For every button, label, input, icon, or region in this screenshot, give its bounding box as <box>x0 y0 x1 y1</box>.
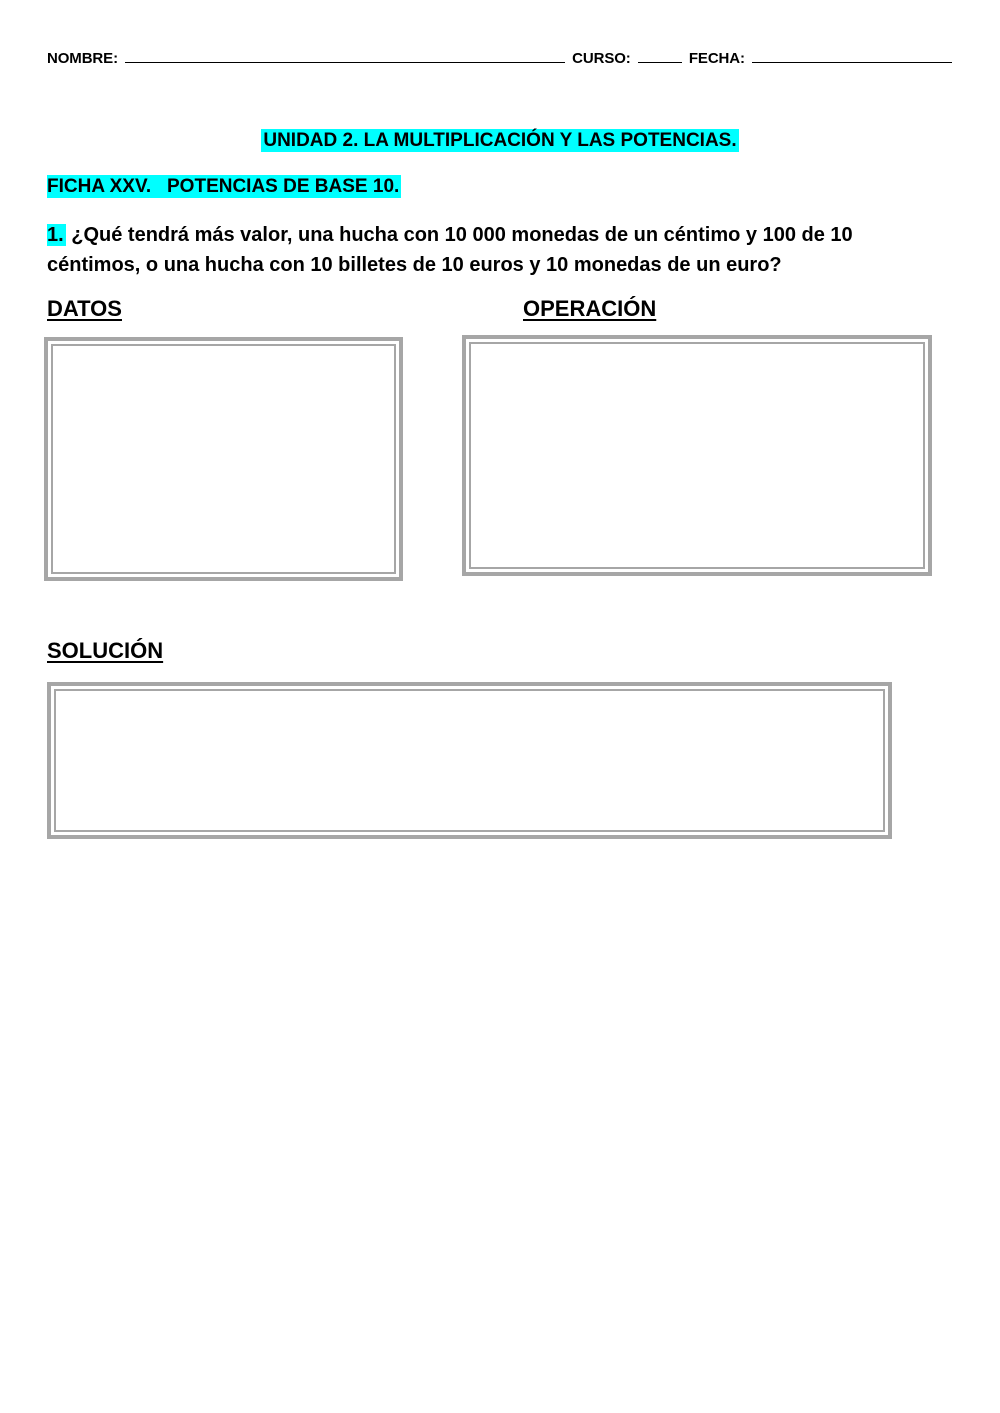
datos-answer-area[interactable] <box>51 344 396 574</box>
operacion-answer-box[interactable] <box>462 335 932 576</box>
solucion-answer-box[interactable] <box>47 682 892 839</box>
worksheet-title <box>47 176 401 198</box>
question-number: 1. <box>47 224 64 246</box>
operacion-heading: OPERACIÓN <box>523 296 657 321</box>
question-text: ¿Qué tendrá más valor, una hucha con 10 000 monedas de un céntimo y 100 de 10 céntimos, o una hucha con 10 billetes de 10 euros y 10 monedas de un euro? <box>47 224 853 276</box>
nombre-label: NOMBRE: <box>47 50 118 67</box>
solucion-heading: SOLUCIÓN <box>47 638 164 663</box>
worksheet-title-text: FICHA XXV. POTENCIAS DE BASE 10. <box>47 176 400 197</box>
curso-label: CURSO: <box>572 50 631 67</box>
unit-title-text: UNIDAD 2. LA MULTIPLICACIÓN Y LAS POTENCIAS. <box>263 130 737 151</box>
fecha-label: FECHA: <box>688 50 745 67</box>
datos-answer-box[interactable] <box>44 337 403 581</box>
operacion-answer-area[interactable] <box>469 342 925 569</box>
datos-heading: DATOS <box>47 296 122 321</box>
fecha-field[interactable] <box>752 48 952 63</box>
unit-title <box>0 130 1000 152</box>
solucion-answer-area[interactable] <box>54 689 885 832</box>
nombre-field[interactable] <box>125 48 565 63</box>
curso-field[interactable] <box>638 48 682 63</box>
question-1 <box>47 220 927 280</box>
student-info-line <box>47 48 952 67</box>
